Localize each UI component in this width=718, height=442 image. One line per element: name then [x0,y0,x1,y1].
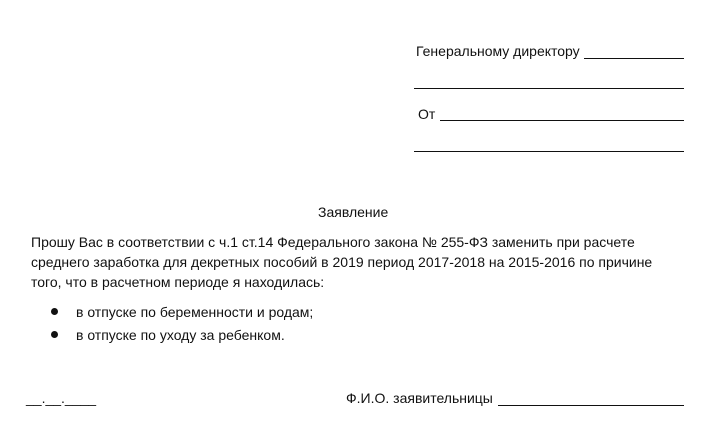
option-maternity-leave: в отпуске по беременности и родам; [76,304,314,320]
bullet-icon [51,331,58,338]
from-name-line[interactable] [440,120,684,121]
option-childcare-leave: в отпуске по уходу за ребенком. [76,327,285,343]
body-line-2: среднего заработка для декретных пособий в 2019 период 2017-2018 на 2015-2016 по причине [31,254,653,270]
director-name-line[interactable] [584,58,684,59]
document-title: Заявление [318,204,389,220]
body-line-1: Прошу Вас в соответствии с ч.1 ст.14 Федерального закона № 255-ФЗ заменить при расчете [31,234,635,250]
signature-line[interactable] [498,405,684,406]
from-label: От [418,106,436,122]
to-director-label: Генеральному директору [416,43,580,59]
body-line-3: того, что в расчетном периоде я находилась: [31,274,325,290]
signature-label: Ф.И.О. заявительницы [346,390,493,406]
date-field[interactable]: __.__.____ [26,390,97,406]
from-name-line-2[interactable] [414,151,684,152]
director-name-line-2[interactable] [414,88,684,89]
bullet-icon [51,308,58,315]
